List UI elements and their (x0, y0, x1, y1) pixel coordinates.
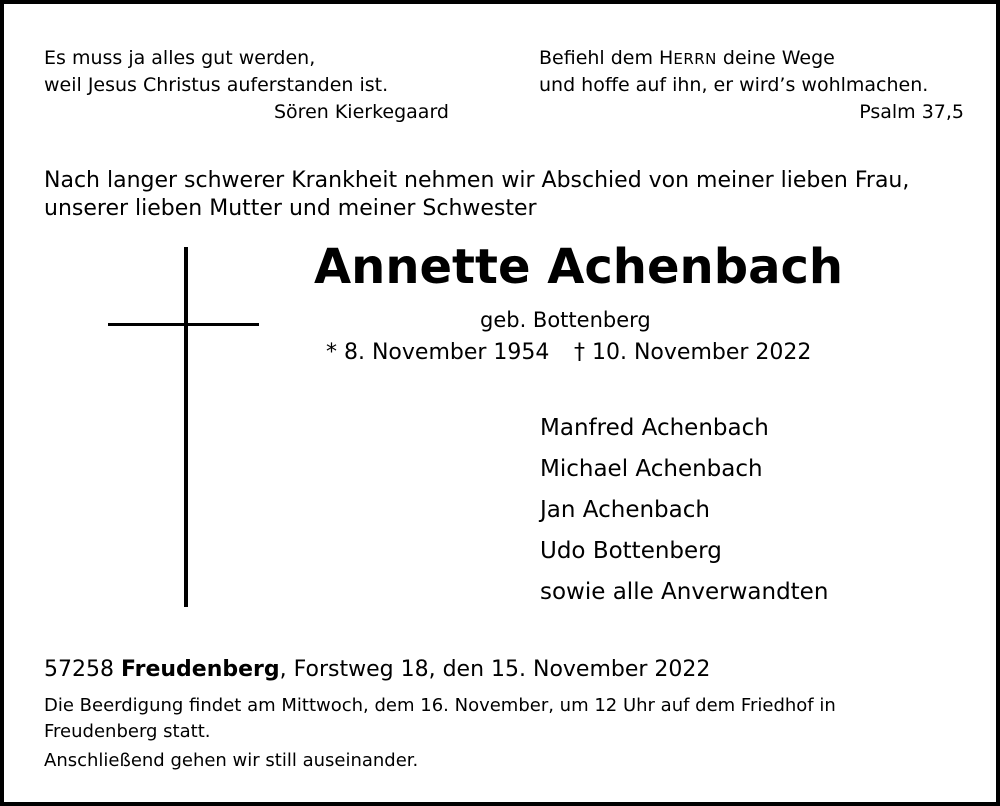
mourner-name: Manfred Achenbach (540, 415, 769, 441)
city: Freudenberg (121, 657, 280, 682)
lord-first-letter: H (659, 47, 674, 69)
deceased-name: Annette Achenbach (314, 239, 844, 295)
intro-line1: Nach langer schwerer Krankheit nehmen wir Abschied von meiner lieben Frau, (44, 168, 910, 193)
mourner-name: sowie alle Anverwandten (540, 579, 829, 605)
quote-right-line1 (539, 45, 835, 73)
birth-date: * 8. November 1954 (326, 340, 550, 365)
address-date: , Forstweg 18, den 15. November 2022 (279, 657, 711, 682)
funeral-line3: Anschließend gehen wir still auseinander. (44, 750, 419, 771)
mourner-name: Michael Achenbach (540, 456, 763, 482)
cross-horizontal-bar (108, 323, 259, 326)
quote-right-prefix: Befiehl dem (539, 47, 660, 69)
lord-small-caps: ERRN (673, 50, 717, 68)
quote-left-line1: Es muss ja alles gut werden, (44, 47, 316, 69)
mourners-list (540, 408, 828, 613)
maiden-name: geb. Bottenberg (480, 308, 651, 332)
zip-code: 57258 (44, 657, 114, 682)
quote-left-line2: weil Jesus Christus auferstanden ist. (44, 74, 389, 96)
place-and-date (44, 655, 710, 685)
death-date: † 10. November 2022 (574, 340, 812, 365)
quote-right-source: Psalm 37,5 (859, 101, 964, 123)
quote-right-suffix: deine Wege (716, 47, 835, 69)
cross-vertical-bar (184, 247, 188, 607)
mourner-name: Jan Achenbach (540, 497, 710, 523)
mourner-name: Udo Bottenberg (540, 538, 722, 564)
funeral-line1: Die Beerdigung findet am Mittwoch, dem 16. November, um 12 Uhr auf dem Friedhof in (44, 695, 836, 716)
quote-left-author: Sören Kierkegaard (274, 101, 449, 123)
intro-line2: unserer lieben Mutter und meiner Schwester (44, 196, 537, 221)
quote-right-line2: und hoffe auf ihn, er wird’s wohlmachen. (539, 74, 929, 96)
funeral-line2: Freudenberg statt. (44, 721, 211, 742)
